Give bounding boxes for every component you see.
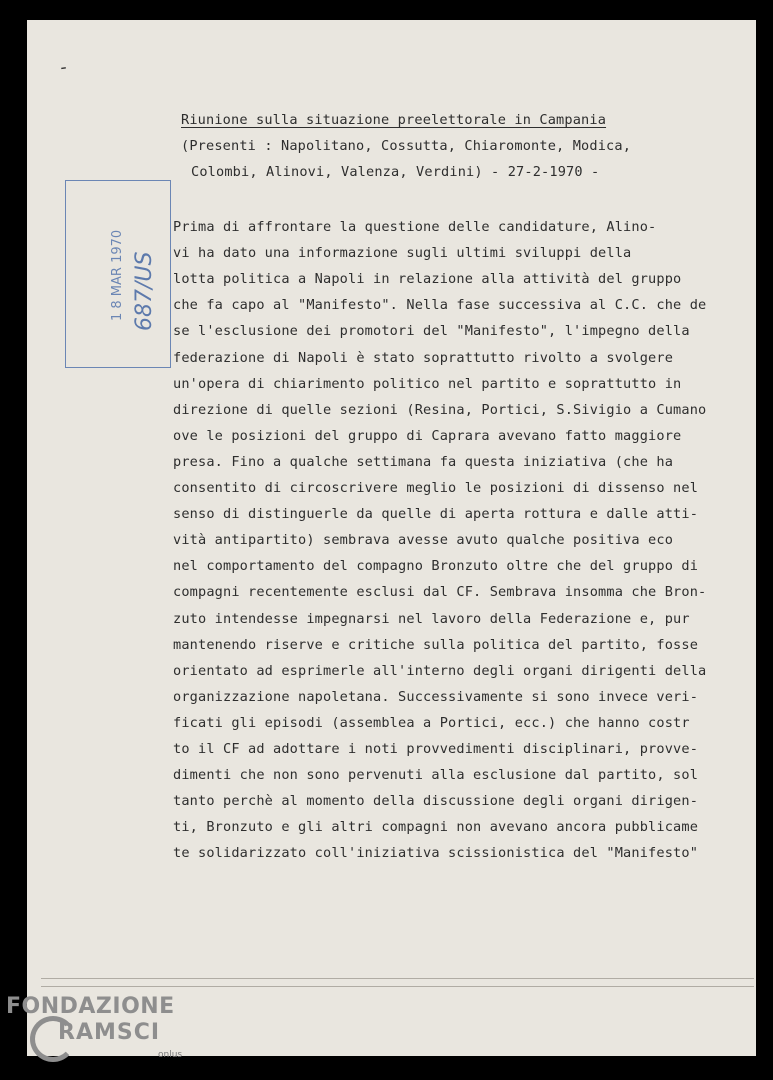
stamp-date: 1 8 MAR 1970 [110,229,125,321]
header-line: (Presenti : Napolitano, Cossutta, Chiaromonte, Modica, [181,138,632,154]
bottom-rule [41,978,754,979]
watermark-line1: FONDAZIONE [6,994,175,1019]
body-line: lotta politica a Napoli in relazione alla attività del gruppo [173,271,682,288]
body-line: mantenendo riserve e critiche sulla politica del partito, fosse [173,636,699,653]
body-line: presa. Fino a qualche settimana fa questa iniziativa (che ha [173,453,674,470]
body-line: zuto intendesse impegnarsi nel lavoro della Federazione e, pur [173,610,690,627]
document-page [27,20,756,1056]
body-line: consentito di circoscrivere meglio le posizioni di dissenso nel [173,480,699,496]
body-line: vità antipartito) sembrava avesse avuto qualche positiva eco [173,532,674,549]
body-line: se l'esclusione dei promotori del "Manifesto", l'impegno della [173,323,690,340]
body-line: organizzazione napoletana. Successivamente si sono invece veri- [173,688,699,705]
watermark-line2: RAMSCI [58,1020,161,1045]
archive-stamp [65,180,171,368]
body-line: che fa capo al "Manifesto". Nella fase successiva al C.C. che de [173,297,707,314]
header-line: Colombi, Alinovi, Valenza, Verdini) - 27-2-1970 - [191,164,600,180]
body-line: ti, Bronzuto e gli altri compagni non avevano ancora pubblicame [173,819,699,836]
stamp-number: 687/US [132,251,157,331]
body-line: dimenti che non sono pervenuti alla esclusione dal partito, sol [173,767,699,784]
body-line: tanto perchè al momento della discussione degli organi dirigen- [173,793,699,810]
document-title: Riunione sulla situazione preelettorale in Campania [181,112,607,128]
body-line: un'opera di chiarimento politico nel partito e soprattutto in [173,375,682,392]
body-line: te solidarizzato coll'iniziativa scissionistica del "Manifesto" [173,845,699,862]
watermark-line3: onlus [158,1050,183,1060]
body-line: Prima di affrontare la questione delle candidature, Alino- [173,219,657,235]
bottom-rule [41,986,754,987]
fondazione-gramsci-watermark [0,994,200,1080]
body-line: ove le posizioni del gruppo di Caprara avevano fatto maggiore [173,427,682,444]
corner-mark: - [56,56,71,79]
body-line: orientato ad esprimerle all'interno degli organi dirigenti della [173,662,707,679]
body-line: vi ha dato una informazione sugli ultimi sviluppi della [173,245,632,262]
body-line: compagni recentemente esclusi dal CF. Sembrava insomma che Bron- [173,584,707,601]
body-line: nel comportamento del compagno Bronzuto oltre che del gruppo di [173,558,699,575]
body-line: ficati gli episodi (assemblea a Portici, ecc.) che hanno costr [173,714,690,731]
body-line: direzione di quelle sezioni (Resina, Portici, S.Sivigio a Cumano [173,401,707,418]
body-line: to il CF ad adottare i noti provvedimenti disciplinari, provve- [173,741,699,757]
body-line: senso di distinguerle da quelle di aperta rottura e dalle atti- [173,506,699,523]
body-line: federazione di Napoli è stato soprattutto rivolto a svolgere [173,349,674,366]
